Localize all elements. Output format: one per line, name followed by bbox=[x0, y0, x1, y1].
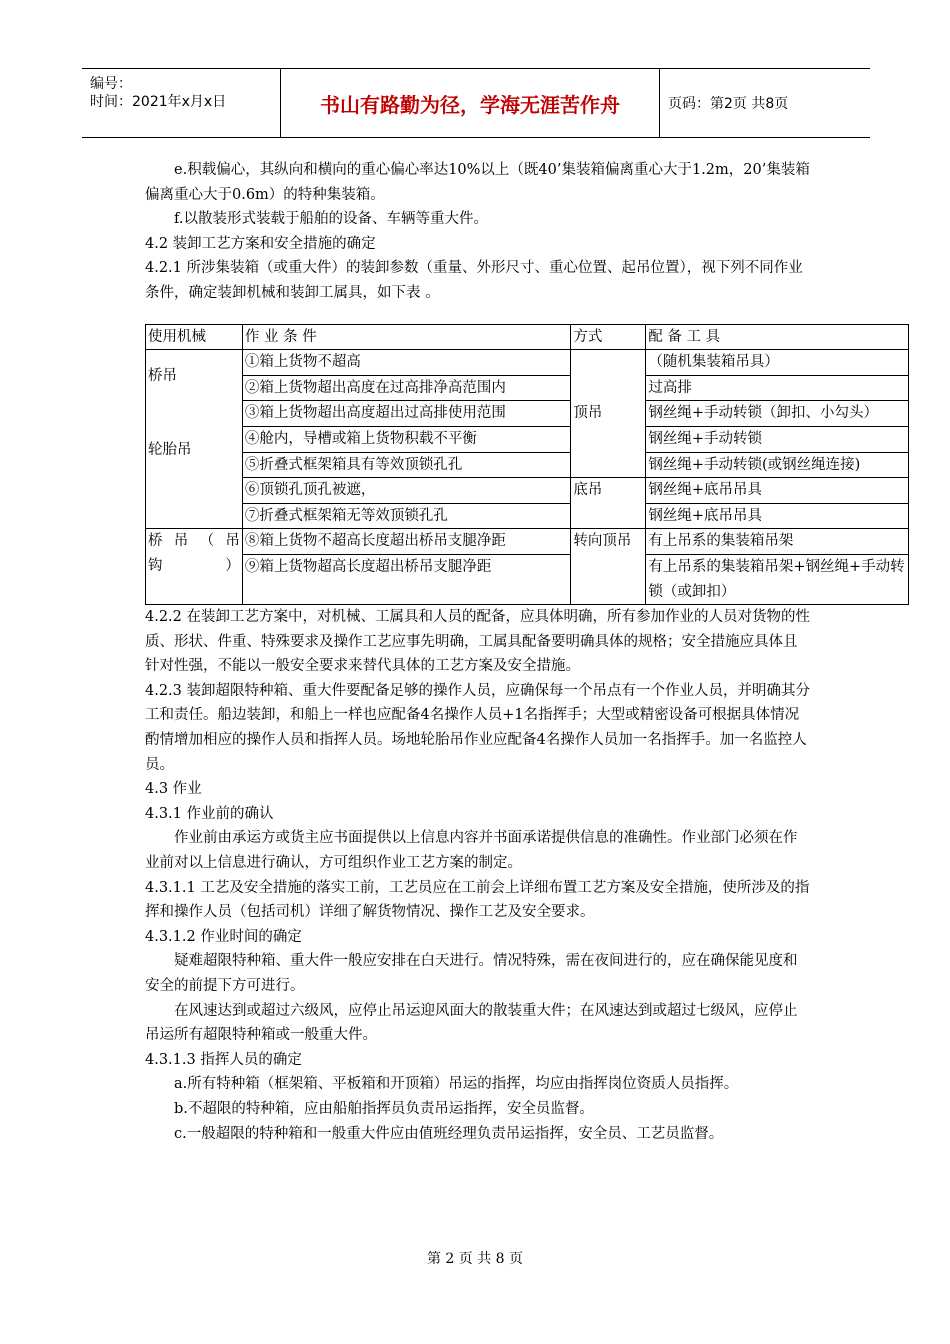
tool-cell: （随机集装箱吊具） bbox=[646, 350, 909, 376]
machine-name: 桥吊 bbox=[148, 368, 177, 385]
paragraph: 4.3.1.1 工艺及安全措施的落实工前，工艺员应在工前会上详细布置工艺方案及安全措施，使所涉及的指挥和操作人员（包括司机）详细了解货物情况、操作工艺及安全要求。 bbox=[145, 879, 810, 921]
method-cell: 底吊 bbox=[571, 478, 646, 529]
condition-cell: ⑤折叠式框架箱具有等效顶锁孔孔 bbox=[242, 452, 571, 478]
section-heading: 4.3.1.3 指挥人员的确定 bbox=[145, 1051, 302, 1068]
tool-cell: 钢丝绳+手动转锁（卸扣、小勾头） bbox=[646, 401, 909, 427]
page-footer: 第 2 页 共 8 页 bbox=[426, 1251, 524, 1267]
paragraph: 在风速达到或超过六级风，应停止吊运迎风面大的散装重大件；在风速达到或超过七级风，应停止吊运所有超限特种箱或一般重大件。 bbox=[145, 1002, 798, 1044]
table-row bbox=[146, 375, 909, 401]
section-heading: 4.2 装卸工艺方案和安全措施的确定 bbox=[145, 235, 376, 252]
table-row bbox=[146, 426, 909, 452]
number-label: 编号： bbox=[90, 76, 132, 92]
paragraph: 疑难超限特种箱、重大件一般应安排在白天进行。情况特殊，需在夜间进行的，应在确保能见度和安全的前提下方可进行。 bbox=[145, 953, 798, 994]
paragraph: f.以散装形式装载于船舶的设备、车辆等重大件。 bbox=[174, 211, 488, 228]
condition-cell: ⑨箱上货物超高长度超出桥吊支腿净距 bbox=[242, 554, 571, 604]
condition-cell: ③箱上货物超出高度超出过高排使用范围 bbox=[242, 401, 571, 427]
paragraph: 作业前由承运方或货主应书面提供以上信息内容并书面承诺提供信息的准确性。作业部门必须在作业前对以上信息进行确认，方可组织作业工艺方案的制定。 bbox=[145, 830, 798, 872]
condition-cell: ①箱上货物不超高 bbox=[242, 350, 571, 376]
condition-cell: ⑦折叠式框架箱无等效顶锁孔孔 bbox=[242, 503, 571, 529]
tool-cell: 过高排 bbox=[646, 375, 909, 401]
tool-cell: 钢丝绳+底吊吊具 bbox=[646, 503, 909, 529]
condition-cell: ②箱上货物超出高度在过高排净高范围内 bbox=[242, 375, 571, 401]
paragraph: b.不超限的特种箱，应由船舶指挥员负责吊运指挥，安全员监督。 bbox=[174, 1100, 594, 1117]
table-row bbox=[146, 452, 909, 478]
method-cell: 转向顶吊 bbox=[571, 529, 646, 605]
page-header bbox=[82, 68, 870, 138]
condition-cell: ⑧箱上货物不超高长度超出桥吊支腿净距 bbox=[242, 529, 571, 555]
section-heading: 4.3.1.2 作业时间的确定 bbox=[145, 928, 302, 945]
method-cell: 顶吊 bbox=[571, 350, 646, 478]
machine-cell: 桥 吊 （ 吊钩） bbox=[146, 529, 243, 605]
tool-cell: 钢丝绳+手动转锁 bbox=[646, 426, 909, 452]
tool-cell: 钢丝绳+手动转锁(或钢丝绳连接) bbox=[646, 452, 909, 478]
section-heading: 4.3.1 作业前的确认 bbox=[145, 805, 274, 822]
table-header-row bbox=[146, 324, 909, 350]
condition-cell: ⑥顶锁孔顶孔被遮， bbox=[242, 478, 571, 504]
paragraph: a.所有特种箱（框架箱、平板箱和开顶箱）吊运的指挥，均应由指挥岗位资质人员指挥。 bbox=[174, 1076, 739, 1093]
tool-cell: 有上吊系的集装箱吊架+钢丝绳+手动转锁（或卸扣） bbox=[646, 554, 909, 604]
tool-cell: 钢丝绳+底吊吊具 bbox=[646, 478, 909, 504]
table-row bbox=[146, 478, 909, 504]
machine-cell bbox=[146, 350, 243, 529]
page-label: 页码：第2页 共8页 bbox=[668, 96, 789, 112]
paragraph: c.一般超限的特种箱和一般重大件应由值班经理负责吊运指挥，安全员、工艺员监督。 bbox=[174, 1125, 724, 1142]
tool-cell: 有上吊系的集装箱吊架 bbox=[646, 529, 909, 555]
table-row bbox=[146, 529, 909, 555]
table-row bbox=[146, 350, 909, 376]
table-row bbox=[146, 503, 909, 529]
table-row bbox=[146, 554, 909, 604]
table-header: 使用机械 bbox=[146, 324, 243, 350]
section-heading: 4.3 作业 bbox=[145, 781, 202, 798]
motto: 书山有路勤为径，学海无涯苦作舟 bbox=[281, 69, 660, 137]
date-label: 时间：2021年x月x日 bbox=[90, 94, 227, 110]
table-header: 作 业 条 件 bbox=[242, 324, 571, 350]
document-body bbox=[145, 158, 905, 1146]
paragraph: e.积载偏心，其纵向和横向的重心偏心率达10%以上（既40’集装箱偏离重心大于1.2m，20’集装箱偏离重心大于0.6m）的特种集装箱。 bbox=[145, 162, 810, 203]
paragraph: 4.2.2 在装卸工艺方案中，对机械、工属具和人员的配备，应具体明确，所有参加作业的人员对货物的性质、形状、件重、特殊要求及操作工艺应事先明确，工属具配备要明确具体的规格；安全措施应具体且针对性强，不能以一般安全要求来替代具体的工艺方案及安全措施。 bbox=[145, 609, 810, 675]
machine-name: 轮胎吊 bbox=[148, 441, 192, 458]
paragraph: 4.2.1 所涉集装箱（或重大件）的装卸参数（重量、外形尺寸、重心位置、起吊位置），视下列不同作业条件，确定装卸机械和装卸工属具，如下表 。 bbox=[145, 260, 803, 301]
table-header: 配 备 工 具 bbox=[646, 324, 909, 350]
table-row bbox=[146, 401, 909, 427]
condition-cell: ④舱内，导槽或箱上货物积载不平衡 bbox=[242, 426, 571, 452]
paragraph: 4.2.3 装卸超限特种箱、重大件要配备足够的操作人员，应确保每一个吊点有一个作业人员，并明确其分工和责任。船边装卸，和船上一样也应配备4名操作人员+1名指挥手；大型或精密设备可根据具体情况酌情增加相应的操作人员和指挥人员。场地轮胎吊作业应配备4名操作人员加一名指挥手。加一名监控人员。 bbox=[145, 682, 810, 773]
equipment-table bbox=[145, 324, 909, 606]
table-header: 方式 bbox=[571, 324, 646, 350]
header-left-cell bbox=[82, 69, 281, 137]
